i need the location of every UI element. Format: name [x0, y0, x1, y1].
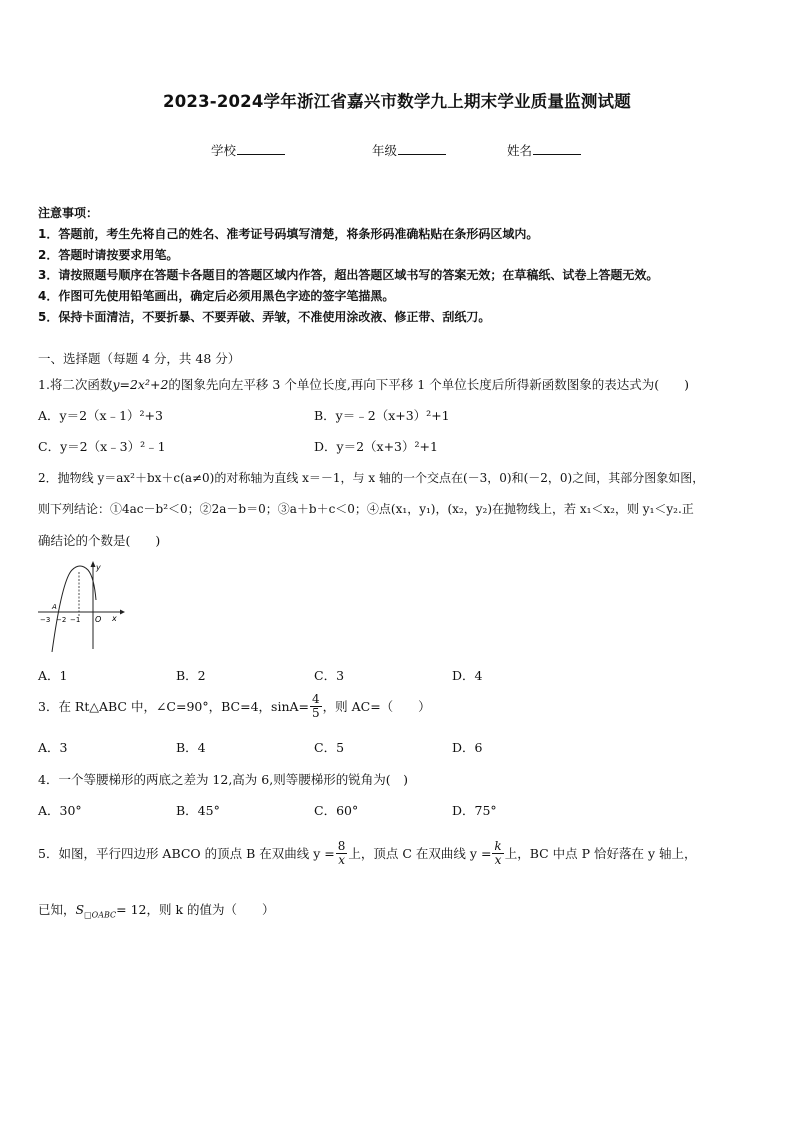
name-label: 姓名 [507, 143, 533, 158]
q5-stem-part: 5．如图，平行四边形 ABCO 的顶点 B 在双曲线 y = [38, 846, 335, 861]
question-2-line2: 则下列结论：①4ac－b²＜0；②2a－b＝0；③a＋b＋c＜0；④点(x₁，y₁)，(x₂，y₂)在抛物线上，若 x₁＜x₂，则 y₁＜y₂.正 [38, 502, 694, 516]
name-field [507, 141, 581, 159]
notice-item: 1．答题前，考生先将自己的姓名、准考证号码填写清楚，将条形码准确粘贴在条形码区域内。 [38, 227, 539, 241]
q2-option-c: C．3 [314, 668, 345, 683]
tick-label: −3 [40, 616, 51, 624]
question-2-line1: 2．抛物线 y＝ax²＋bx＋c(a≠0)的对称轴为直线 x＝－1，与 x 轴的一个交点在(－3，0)和(－2，0)之间，其部分图象如图， [38, 471, 705, 485]
q1-option-c: C．y＝2（x﹣3）²﹣1 [38, 439, 166, 454]
question-4-stem: 4．一个等腰梯形的两底之差为 12,高为 6,则等腰梯形的锐角为( ) [38, 772, 408, 787]
grade-blank [398, 143, 446, 155]
q5-fraction-numerator: k [494, 839, 502, 853]
notice-item: 5．保持卡面清洁，不要折暴、不要弄破、弄皱，不准使用涂改液、修正带、刮纸刀。 [38, 310, 491, 324]
y-axis-label: y [96, 563, 101, 572]
y-axis-arrow [91, 561, 96, 567]
q5-fraction-numerator: 8 [337, 839, 346, 853]
q5-fraction-denominator: x [338, 853, 345, 867]
q1-option-b: B．y＝﹣2（x+3）²+1 [314, 408, 450, 423]
question-5-line1 [38, 840, 697, 867]
q3-option-d: D．6 [452, 740, 483, 755]
q5-area-symbol: S [75, 902, 85, 917]
q5-stem-part: 上，顶点 C 在双曲线 y = [348, 846, 492, 861]
point-a-label: A [52, 603, 57, 611]
q5-fraction-1 [336, 840, 348, 867]
q3-stem-part: ，则 AC=（ ） [322, 699, 431, 714]
question-3-stem [38, 693, 431, 720]
grade-label: 年级 [372, 143, 398, 158]
question-2-line3: 确结论的个数是( ) [38, 533, 161, 548]
q1-stem-part: 1.将二次函数 [38, 377, 113, 392]
q5-fraction-2 [492, 840, 503, 867]
q3-fraction [310, 693, 322, 720]
q4-option-b: B．45° [176, 803, 220, 818]
page-title: 2023-2024学年浙江省嘉兴市数学九上期末学业质量监测试题 [163, 92, 631, 111]
school-label: 学校 [211, 143, 237, 158]
q5-stem-part: 上，BC 中点 P 恰好落在 y 轴上， [504, 846, 697, 861]
notice-item: 3．请按照题号顺序在答题卡各题目的答题区域内作答，超出答题区域书写的答案无效；在草稿纸、试卷上答题无效。 [38, 268, 659, 282]
q1-option-d: D．y＝2（x+3）²+1 [314, 439, 438, 454]
q5-stem-part: 已知， [38, 902, 76, 917]
q5-stem-part: = 12，则 k 的值为（ ） [116, 902, 275, 917]
q1-option-a: A．y＝2（x﹣1）²+3 [38, 408, 163, 423]
question-1-stem [38, 375, 689, 393]
section-heading: 一、选择题（每题 4 分，共 48 分） [38, 351, 241, 366]
q1-function: y=2x²+2 [112, 377, 169, 392]
q3-option-b: B．4 [176, 740, 206, 755]
notice-heading: 注意事项： [38, 206, 99, 220]
tick-label: −2 [56, 616, 67, 624]
q3-option-a: A．3 [38, 740, 68, 755]
q5-area-subscript: □OABC [84, 910, 117, 920]
parabola-curve [52, 566, 96, 652]
origin-label: O [95, 615, 102, 624]
q3-option-c: C．5 [314, 740, 345, 755]
q2-option-b: B．2 [176, 668, 206, 683]
q3-stem-part: 3．在 Rt△ABC 中，∠C=90°，BC=4，sinA= [38, 699, 309, 714]
q2-option-d: D．4 [452, 668, 483, 683]
q1-stem-part: 的图象先向左平移 3 个单位长度,再向下平移 1 个单位长度后所得新函数图象的表达式为( ) [168, 377, 689, 392]
q3-fraction-numerator: 4 [312, 692, 320, 706]
notice-item: 2．答题时请按要求用笔。 [38, 248, 179, 262]
school-field [211, 141, 285, 159]
q5-fraction-denominator: x [494, 853, 502, 867]
q2-option-a: A．1 [38, 668, 68, 683]
x-axis-label: x [112, 614, 117, 623]
notice-item: 4．作图可先使用铅笔画出，确定后必须用黑色字迹的签字笔描黑。 [38, 289, 395, 303]
q3-fraction-denominator: 5 [312, 706, 320, 720]
q4-option-a: A．30° [38, 803, 82, 818]
q4-option-c: C．60° [314, 803, 359, 818]
grade-field [372, 141, 446, 159]
question-5-line2 [38, 900, 275, 920]
school-blank [237, 143, 285, 155]
tick-label: −1 [70, 616, 81, 624]
q4-option-d: D．75° [452, 803, 497, 818]
name-blank [533, 143, 581, 155]
parabola-graph [36, 560, 126, 652]
x-axis-arrow [120, 610, 125, 615]
